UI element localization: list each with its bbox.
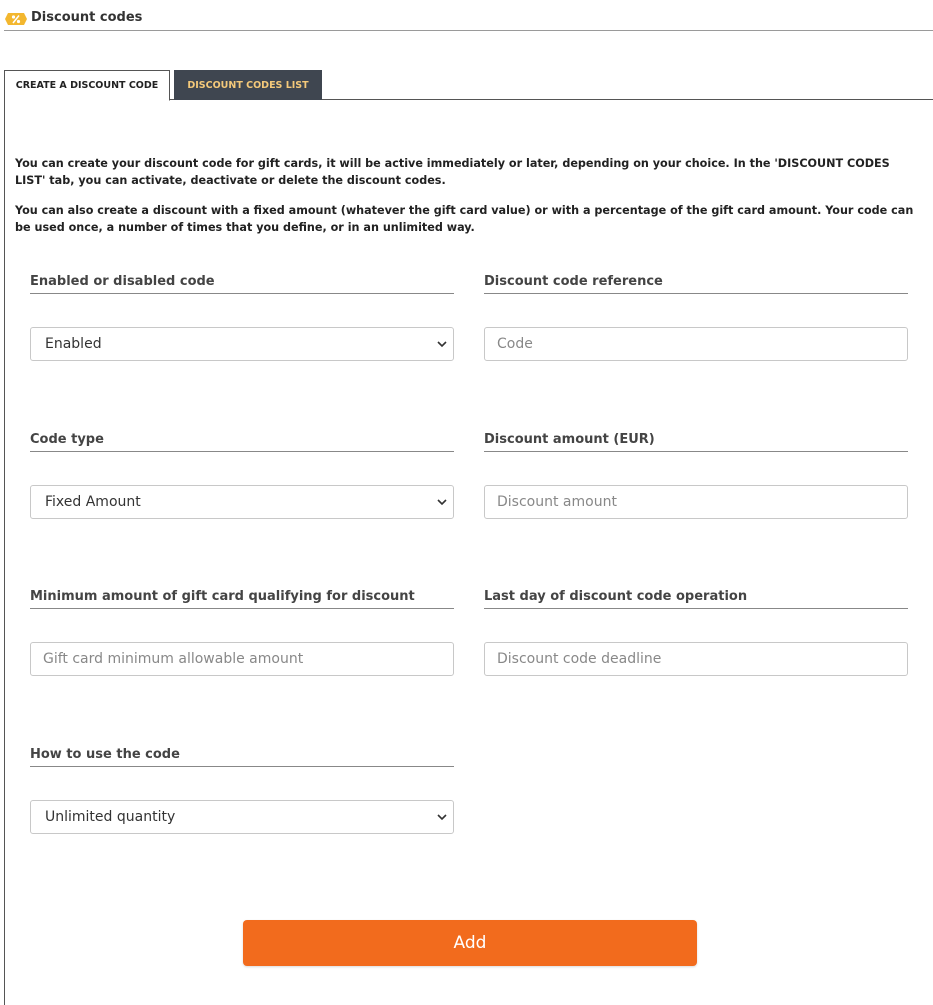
usage-label: How to use the code <box>30 747 454 767</box>
discount-amount-input[interactable] <box>484 485 908 519</box>
page-title: Discount codes <box>31 10 143 25</box>
deadline-label: Last day of discount code operation <box>484 589 908 609</box>
amount-label: Discount amount (EUR) <box>484 432 908 452</box>
tab-create-discount-code[interactable]: CREATE A DISCOUNT CODE <box>4 70 170 101</box>
intro-paragraph-2: You can also create a discount with a fixed amount (whatever the gift card value) or with a percentage of the gift card amount. Your code can be used once, a number of times that you define, or in an unlimited way. <box>15 204 914 234</box>
usage-select-value: Unlimited quantity <box>45 809 176 825</box>
discount-tag-icon <box>4 10 28 28</box>
status-select-value: Enabled <box>45 336 102 352</box>
code-type-label: Code type <box>30 432 454 452</box>
chevron-down-icon <box>437 497 447 507</box>
reference-label: Discount code reference <box>484 274 908 294</box>
status-select[interactable] <box>30 327 454 361</box>
create-discount-panel <box>4 100 933 1005</box>
minimum-amount-input[interactable] <box>30 642 454 676</box>
reference-input[interactable] <box>484 327 908 361</box>
deadline-input[interactable] <box>484 642 908 676</box>
chevron-down-icon <box>437 339 447 349</box>
intro-paragraph-1: You can create your discount code for gift cards, it will be active immediately or later, depending on your choice. In the 'DISCOUNT CODES LIST' tab, you can activate, deactivate or delete the discount codes. <box>15 157 890 187</box>
usage-select[interactable] <box>30 800 454 834</box>
status-label: Enabled or disabled code <box>30 274 454 294</box>
minimum-amount-label: Minimum amount of gift card qualifying for discount <box>30 589 454 609</box>
add-button[interactable]: Add <box>243 920 697 966</box>
code-type-select[interactable] <box>30 485 454 519</box>
page-header <box>4 0 933 31</box>
code-type-select-value: Fixed Amount <box>45 494 141 510</box>
tab-bar <box>4 70 933 100</box>
tab-discount-codes-list[interactable]: DISCOUNT CODES LIST <box>174 70 322 100</box>
chevron-down-icon <box>437 812 447 822</box>
